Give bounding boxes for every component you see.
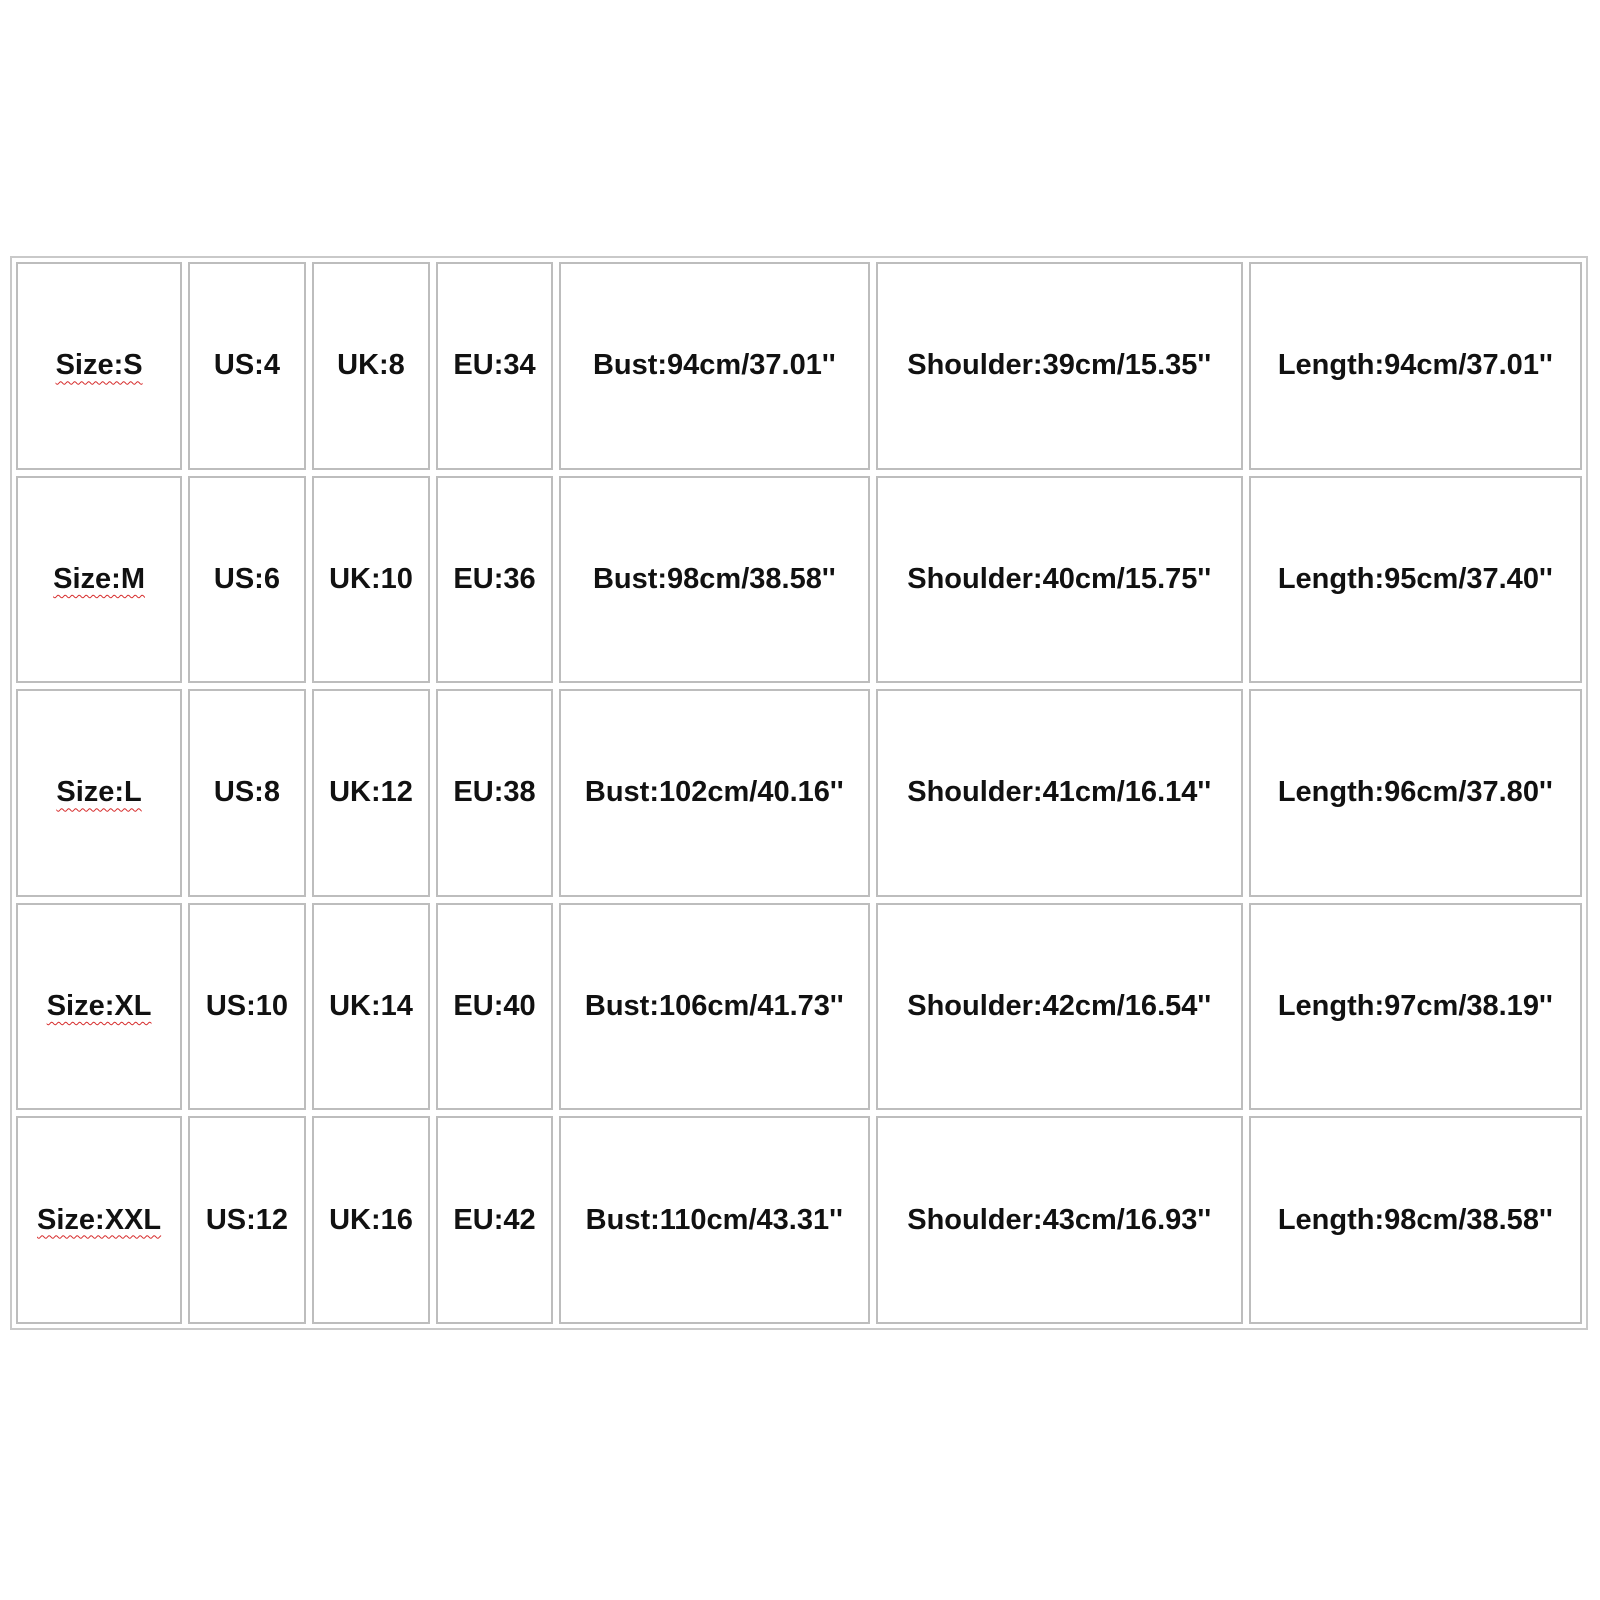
size-cell xyxy=(16,689,182,897)
shoulder-cell: Shoulder:42cm/16.54'' xyxy=(876,903,1243,1111)
eu-size-cell: EU:42 xyxy=(436,1116,553,1324)
eu-size-cell: EU:34 xyxy=(436,262,553,470)
bust-cell: Bust:98cm/38.58'' xyxy=(559,476,870,684)
bust-cell: Bust:94cm/37.01'' xyxy=(559,262,870,470)
shoulder-cell: Shoulder:43cm/16.93'' xyxy=(876,1116,1243,1324)
shoulder-cell: Shoulder:39cm/15.35'' xyxy=(876,262,1243,470)
us-size-cell: US:8 xyxy=(188,689,306,897)
table-row xyxy=(16,262,1582,470)
size-cell xyxy=(16,903,182,1111)
bust-cell: Bust:102cm/40.16'' xyxy=(559,689,870,897)
size-cell xyxy=(16,1116,182,1324)
size-label: Size:XXL xyxy=(37,1203,162,1236)
length-cell: Length:97cm/38.19'' xyxy=(1249,903,1582,1111)
size-label: Size:XL xyxy=(46,990,152,1023)
size-chart-grid xyxy=(10,256,1588,1330)
eu-size-cell: EU:38 xyxy=(436,689,553,897)
size-label: Size:S xyxy=(55,349,143,382)
us-size-cell: US:12 xyxy=(188,1116,306,1324)
bust-cell: Bust:110cm/43.31'' xyxy=(559,1116,870,1324)
size-cell xyxy=(16,262,182,470)
table-row xyxy=(16,476,1582,684)
bust-cell: Bust:106cm/41.73'' xyxy=(559,903,870,1111)
length-cell: Length:94cm/37.01'' xyxy=(1249,262,1582,470)
size-chart-table xyxy=(10,256,1588,1330)
us-size-cell: US:10 xyxy=(188,903,306,1111)
table-row xyxy=(16,1116,1582,1324)
uk-size-cell: UK:10 xyxy=(312,476,431,684)
shoulder-cell: Shoulder:40cm/15.75'' xyxy=(876,476,1243,684)
size-cell xyxy=(16,476,182,684)
eu-size-cell: EU:40 xyxy=(436,903,553,1111)
uk-size-cell: UK:12 xyxy=(312,689,431,897)
uk-size-cell: UK:8 xyxy=(312,262,431,470)
shoulder-cell: Shoulder:41cm/16.14'' xyxy=(876,689,1243,897)
us-size-cell: US:6 xyxy=(188,476,306,684)
size-label: Size:L xyxy=(56,776,142,809)
length-cell: Length:96cm/37.80'' xyxy=(1249,689,1582,897)
table-row xyxy=(16,903,1582,1111)
size-label: Size:M xyxy=(53,562,145,595)
eu-size-cell: EU:36 xyxy=(436,476,553,684)
length-cell: Length:98cm/38.58'' xyxy=(1249,1116,1582,1324)
uk-size-cell: UK:14 xyxy=(312,903,431,1111)
table-row xyxy=(16,689,1582,897)
uk-size-cell: UK:16 xyxy=(312,1116,431,1324)
length-cell: Length:95cm/37.40'' xyxy=(1249,476,1582,684)
us-size-cell: US:4 xyxy=(188,262,306,470)
